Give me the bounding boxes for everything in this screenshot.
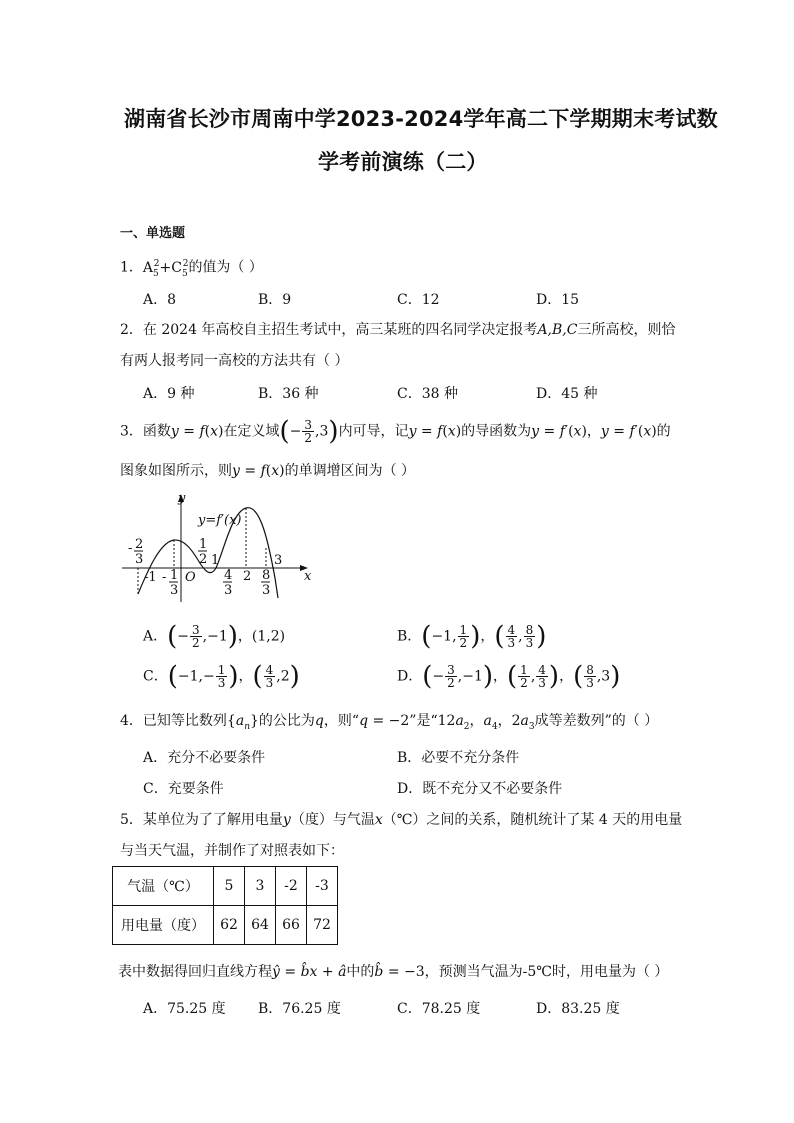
q3-option-d[interactable]: D．(− $\frac{3}{2}$ ,−1)，( $\frac{1}{2}$ , $\frac{4}{3}$ )，( $\frac{8}{3}$ ,3)	[397, 661, 621, 692]
svg-text:4: 4	[224, 568, 233, 583]
svg-text:1: 1	[211, 553, 220, 568]
question-4: 4．已知等比数列$\{a_n\}$的公比为q，则“q = −2”是“$12a_2$，$a_4$，$2a_3$成等差数列”的（ ）	[120, 713, 659, 732]
q5-option-a[interactable]: A．75.25 度	[143, 1001, 226, 1017]
data-table	[112, 866, 338, 945]
svg-text:3: 3	[274, 553, 283, 568]
q3-option-c[interactable]: C．(−1,− $\frac{1}{3}$ )，( $\frac{4}{3}$ ,2)	[143, 661, 300, 692]
svg-text:2: 2	[135, 537, 144, 552]
q5-option-c[interactable]: C．78.25 度	[397, 1001, 481, 1017]
q5-option-b[interactable]: B．76.25 度	[258, 1001, 341, 1017]
q1-option-b[interactable]: B．9	[258, 292, 292, 308]
page-title-line1: 湖南省长沙市周南中学2023-2024学年高二下学期期末考试数	[124, 107, 718, 131]
q1-option-c[interactable]: C．12	[397, 292, 440, 308]
svg-text:3: 3	[224, 583, 233, 598]
table-row: 气温（℃） 5 3 -2 -3	[113, 867, 338, 906]
table-row: 用电量（度） 62 64 66 72	[113, 906, 338, 945]
svg-text:-: -	[162, 570, 167, 585]
q1-option-d[interactable]: D．15	[536, 292, 580, 308]
question-2-line2: 有两人报考同一高校的方法共有（ ）	[120, 353, 349, 369]
question-5-line2: 与当天气温，并制作了对照表如下：	[120, 843, 344, 859]
svg-text:-1: -1	[144, 570, 157, 585]
svg-text:3: 3	[262, 583, 271, 598]
q4-option-b[interactable]: B．必要不充分条件	[397, 750, 520, 766]
q3-option-b[interactable]: B．(−1, $\frac{1}{2}$ )，( $\frac{4}{3}$ , $\frac{8}{3}$ )	[397, 621, 547, 652]
q5-option-d[interactable]: D．83.25 度	[536, 1001, 620, 1017]
q1-expression: $A_5^2+C_5^2$	[142, 259, 189, 279]
graph-function-label: y=f′(x)	[198, 513, 242, 528]
svg-text:2: 2	[199, 552, 208, 567]
page-title-line2: 学考前演练（二）	[318, 150, 488, 174]
derivative-graph	[118, 490, 318, 610]
question-1: 1．$A_5^2+C_5^2$的值为（ ）	[120, 259, 263, 279]
svg-text:y: y	[178, 491, 186, 506]
question-2-line1: 2．在 2024 年高校自主招生考试中，高三某班的四名同学决定报考A,B,C三所高校，则恰	[120, 322, 676, 338]
q2-option-b[interactable]: B．36 种	[258, 386, 319, 402]
question-5-line1: 5．某单位为了了解用电量y（度）与气温x（℃）之间的关系，随机统计了某 4 天的用电量	[120, 812, 683, 828]
question-5-line3: 表中数据得回归直线方程ŷ = b̂x + â中的b̂ = −3，预测当气温为-5℃时，用电量为（ ）	[118, 964, 669, 980]
q4-option-d[interactable]: D．既不充分又不必要条件	[397, 781, 563, 797]
q2-option-a[interactable]: A．9 种	[143, 386, 195, 402]
q1-option-a[interactable]: A．8	[143, 292, 177, 308]
q2-option-c[interactable]: C．38 种	[397, 386, 458, 402]
svg-text:x: x	[304, 569, 312, 584]
svg-text:8: 8	[262, 568, 271, 583]
q2-option-d[interactable]: D．45 种	[536, 386, 598, 402]
q4-option-a[interactable]: A．充分不必要条件	[143, 750, 266, 766]
svg-text:O: O	[185, 570, 196, 585]
q3-option-a[interactable]: A．(− $\frac{3}{2}$ ,−1)，(1,2)	[143, 621, 286, 652]
section-heading: 一、单选题	[120, 226, 186, 241]
svg-text:1: 1	[199, 537, 208, 552]
question-3-line1: 3．函数y = f(x)在定义域(− $\frac{3}{2}$ ,3)内可导，记y = f(x)的导函数为y = f′(x)，y = f′(x)的	[120, 416, 671, 447]
q4-option-c[interactable]: C．充要条件	[143, 781, 224, 797]
question-3-line2: 图象如图所示，则y = f(x)的单调增区间为（ ）	[120, 463, 416, 479]
svg-text:3: 3	[135, 552, 144, 567]
svg-text:-: -	[128, 541, 133, 556]
svg-text:1: 1	[170, 568, 179, 583]
svg-text:2: 2	[243, 569, 252, 584]
svg-text:3: 3	[170, 583, 179, 598]
